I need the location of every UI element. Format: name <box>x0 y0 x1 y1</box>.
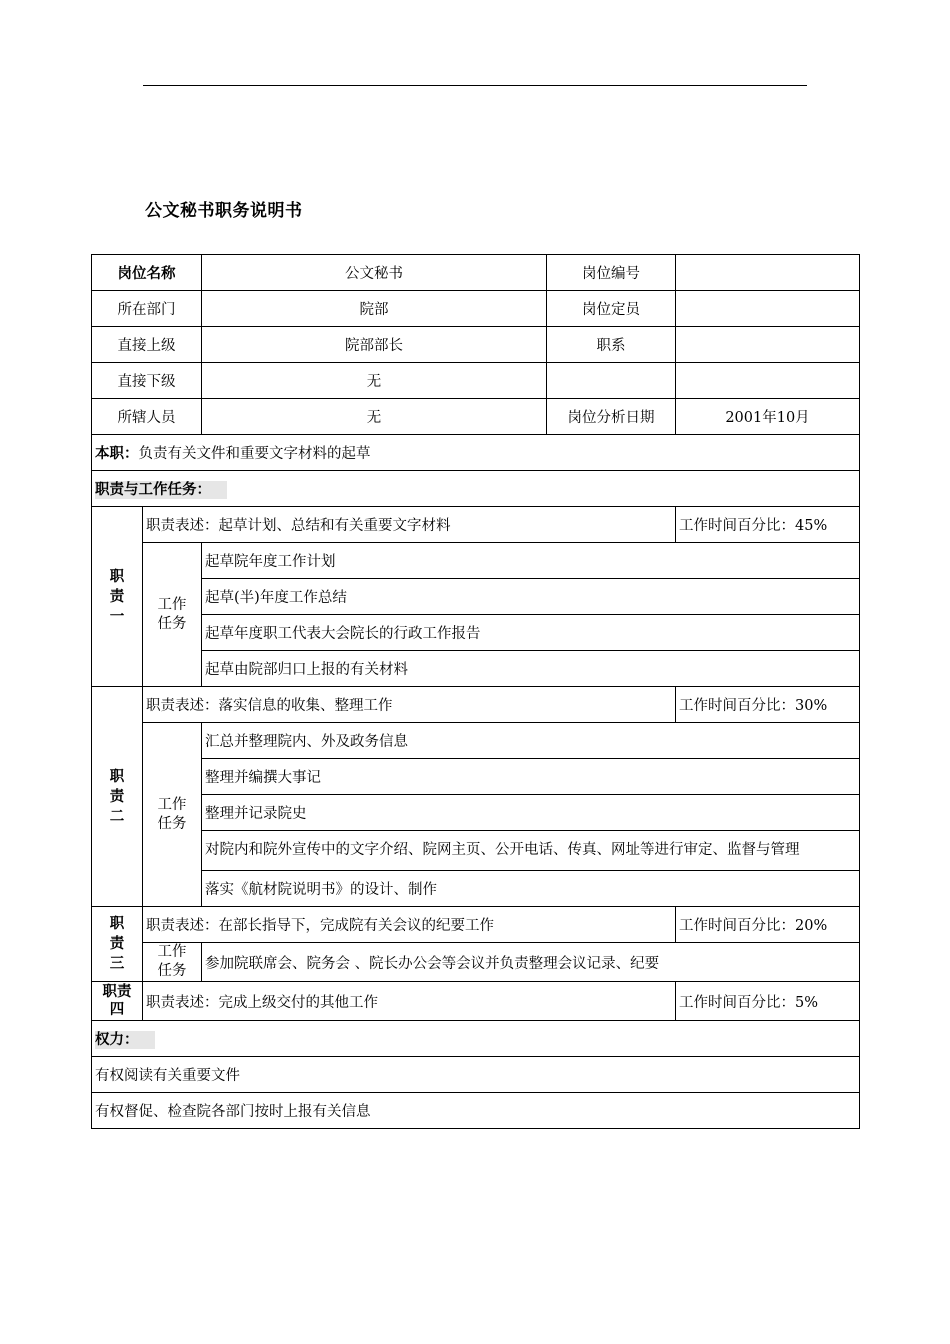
duty-2-task-4: 对院内和院外宣传中的文字介绍、院网主页、公开电话、传真、网址等进行审定、监督与管理 <box>202 831 860 871</box>
duty-2-pct: 工作时间百分比：30% <box>676 687 860 723</box>
duty-2-task-2: 整理并编撰大事记 <box>202 759 860 795</box>
label-superior: 直接上级 <box>92 327 202 363</box>
authority-item-1: 有权阅读有关重要文件 <box>92 1057 860 1093</box>
label-subordinate: 直接下级 <box>92 363 202 399</box>
duty-3-task-1-row <box>92 943 860 982</box>
value-subordinate: 无 <box>202 363 547 399</box>
tasks-header-cell <box>92 471 860 507</box>
basic-row-subordinate <box>92 363 860 399</box>
authority-header-row <box>92 1021 860 1057</box>
duty-2-label-text: 职责二 <box>109 768 125 825</box>
duty-2-task-label-text: 工作任务 <box>157 796 187 832</box>
duty-2-task-2-row <box>92 759 860 795</box>
duty-3-pct: 工作时间百分比：20% <box>676 907 860 943</box>
duty-2-task-3: 整理并记录院史 <box>202 795 860 831</box>
duty-1-task-3-row <box>92 615 860 651</box>
value-position-code <box>676 255 860 291</box>
duty-1-label-text: 职责一 <box>109 568 125 625</box>
duty-2-desc-row <box>92 687 860 723</box>
label-headcount: 岗位定员 <box>547 291 676 327</box>
main-duty-row <box>92 435 860 471</box>
label-analysis-date: 岗位分析日期 <box>547 399 676 435</box>
duty-1-task-label <box>143 543 202 687</box>
value-superior: 院部部长 <box>202 327 547 363</box>
duty-1-task-3: 起草年度职工代表大会院长的行政工作报告 <box>202 615 860 651</box>
duty-3-task-label <box>143 943 202 982</box>
authority-item-2-row <box>92 1093 860 1129</box>
duty-1-task-label-text: 工作任务 <box>157 596 187 632</box>
duty-2-desc: 职责表述：落实信息的收集、整理工作 <box>143 687 676 723</box>
duty-4-pct: 工作时间百分比：5% <box>676 982 860 1021</box>
duty-1-task-2-row <box>92 579 860 615</box>
label-position-name: 岗位名称 <box>92 255 202 291</box>
label-staff: 所辖人员 <box>92 399 202 435</box>
basic-row-staff <box>92 399 860 435</box>
duty-1-desc: 职责表述：起草计划、总结和有关重要文字材料 <box>143 507 676 543</box>
duty-2-task-1-row <box>92 723 860 759</box>
label-job-family: 职系 <box>547 327 676 363</box>
value-position-name: 公文秘书 <box>202 255 547 291</box>
duty-3-task-1: 参加院联席会、院务会 、院长办公会等会议并负责整理会议记录、纪要 <box>202 943 860 982</box>
duty-3-label-text: 职责三 <box>109 916 125 972</box>
duty-2-task-4-row <box>92 831 860 871</box>
duty-2-task-3-row <box>92 795 860 831</box>
duty-4-desc-row <box>92 982 860 1021</box>
value-headcount <box>676 291 860 327</box>
empty-cell <box>547 363 676 399</box>
value-job-family <box>676 327 860 363</box>
main-duty-cell <box>92 435 860 471</box>
main-duty-text: 负责有关文件和重要文字材料的起草 <box>138 446 371 462</box>
authority-header-cell <box>92 1021 860 1057</box>
duty-1-task-2: 起草(半)年度工作总结 <box>202 579 860 615</box>
label-position-code: 岗位编号 <box>547 255 676 291</box>
authority-header: 权力： <box>95 1031 155 1049</box>
basic-row-superior <box>92 327 860 363</box>
duty-4-label <box>92 982 143 1021</box>
basic-row-department <box>92 291 860 327</box>
main-duty-label: 本职： <box>95 446 139 462</box>
duty-2-task-5: 落实《航材院说明书》的设计、制作 <box>202 871 860 907</box>
empty-cell <box>676 363 860 399</box>
authority-item-2: 有权督促、检查院各部门按时上报有关信息 <box>92 1093 860 1129</box>
duty-3-task-label-text: 工作任务 <box>157 944 187 979</box>
duty-2-task-1: 汇总并整理院内、外及政务信息 <box>202 723 860 759</box>
duty-4-desc: 职责表述：完成上级交付的其他工作 <box>143 982 676 1021</box>
duty-1-task-4: 起草由院部归口上报的有关材料 <box>202 651 860 687</box>
duty-1-task-1-row <box>92 543 860 579</box>
tasks-header: 职责与工作任务： <box>95 481 227 499</box>
value-department: 院部 <box>202 291 547 327</box>
value-analysis-date: 2001年10月 <box>676 399 860 435</box>
duty-4-label-text: 职责四 <box>102 984 132 1018</box>
duty-2-label <box>92 687 143 907</box>
document-title: 公文秘书职务说明书 <box>145 201 303 221</box>
duty-3-label <box>92 907 143 982</box>
header-rule <box>143 85 807 86</box>
duty-1-pct: 工作时间百分比：45% <box>676 507 860 543</box>
basic-row-position <box>92 255 860 291</box>
duty-1-desc-row <box>92 507 860 543</box>
job-description-table <box>91 254 860 1129</box>
duty-3-desc-row <box>92 907 860 943</box>
duty-3-desc: 职责表述：在部长指导下，完成院有关会议的纪要工作 <box>143 907 676 943</box>
duty-1-task-4-row <box>92 651 860 687</box>
duty-2-task-label <box>143 723 202 907</box>
duty-1-label <box>92 507 143 687</box>
label-department: 所在部门 <box>92 291 202 327</box>
duty-2-task-5-row <box>92 871 860 907</box>
duty-1-task-1: 起草院年度工作计划 <box>202 543 860 579</box>
tasks-header-row <box>92 471 860 507</box>
value-staff: 无 <box>202 399 547 435</box>
authority-item-1-row <box>92 1057 860 1093</box>
